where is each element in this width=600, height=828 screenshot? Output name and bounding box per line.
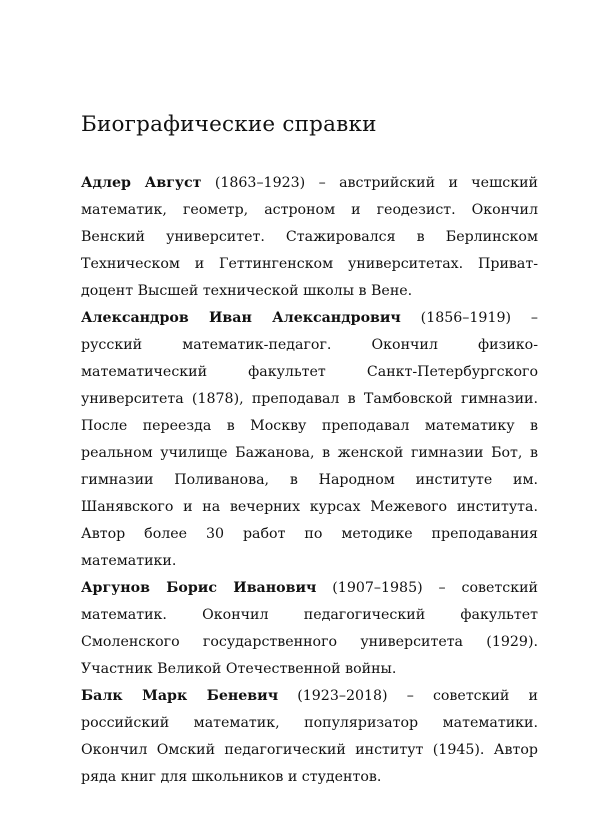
bio-name: Адлер Август (81, 175, 202, 191)
bio-name: Балк Марк Беневич (81, 688, 279, 704)
bio-entry-argunov (81, 575, 538, 683)
page-title: Биографические справки (81, 112, 377, 137)
bio-name: Аргунов Борис Иванович (81, 580, 317, 596)
bio-entry-balk (81, 683, 538, 791)
bio-name: Александров Иван Александрович (81, 310, 401, 326)
bio-entry-aleksandrov (81, 305, 538, 575)
page-content (81, 110, 538, 791)
bio-entry-adler (81, 170, 538, 305)
bio-text: (1863–1923) – австрийский и чешский математик, геометр, астроном и геодезист. Окончил Венский университет. Стажировался в Берлинском Техническом и Геттингенском университетах. Приват-доцент Высшей технической школы в Вене. (81, 175, 538, 299)
bio-text: (1856–1919) – русский математик-педагог. Окончил физико-математический факультет Санкт-Петербургского университета (1878), преподавал в Тамбовской гимназии. После переезда в Москву преподавал математику в реальном училище Бажанова, в женской гимназии Бот, в гимназии Поливанова, в Народном институте им. Шанявского и на вечерних курсах Межевого института. Автор более 30 работ по методике преподавания математики. (81, 310, 538, 569)
bio-text: (1923–2018) – советский и российский математик, популяризатор математики. Окончил Омский педагогический институт (1945). Автор ряда книг для школьников и студентов. (81, 688, 538, 785)
bio-text: (1907–1985) – советский математик. Окончил педагогический факультет Смоленского государственного университета (1929). Участник Великой Отечественной войны. (81, 580, 538, 677)
